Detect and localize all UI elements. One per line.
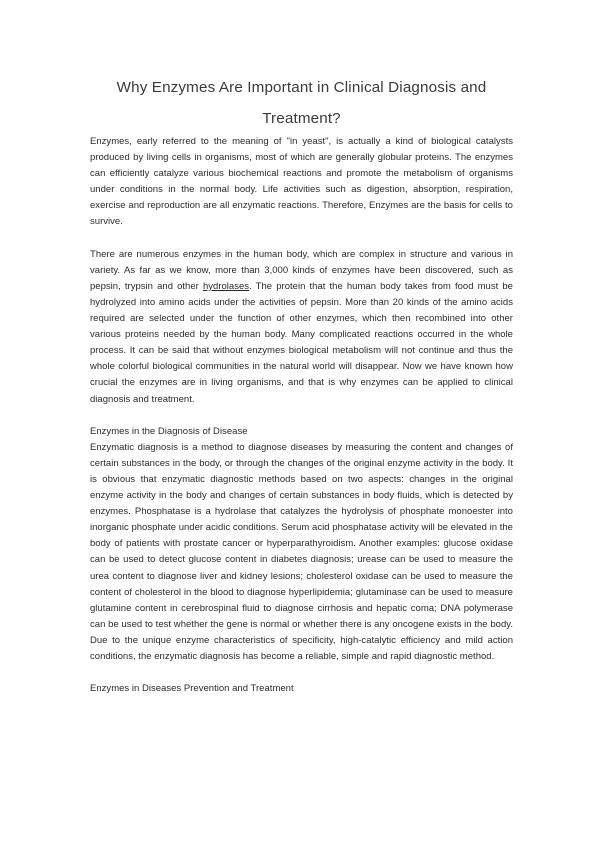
hydrolases-link[interactable]: hydrolases bbox=[202, 280, 250, 292]
page-title-line-2: Treatment? bbox=[262, 110, 341, 127]
paragraph-intro: Enzymes, early referred to the meaning of "in yeast", is actually a kind of biological catalysts produced by living cells in organisms, most of which are generally globular proteins. The enzymes can efficiently catalyze various biochemical reactions and promote the metabolism of organisms under conditions in the normal body. Life activities such as digestion, absorption, respiration, exercise and reproduction are all enzymatic reactions. Therefore, Enzymes are the basis for cells to survive. bbox=[90, 136, 513, 228]
page-title-line-1: Why Enzymes Are Important in Clinical Diagnosis and bbox=[116, 79, 487, 96]
section-heading-prevention: Enzymes in Diseases Prevention and Treatment bbox=[90, 683, 294, 695]
document-content bbox=[90, 0, 513, 697]
paragraph-text-after-link: . The protein that the human body takes from food must be hydrolyzed into amino acids under the activities of pepsin. More than 20 kinds of the amino acids required are selected under the function of other enzymes, which then recombined into other various proteins needed by the human body. Many complicated reactions occurred in the whole process. It can be said that without enzymes biological metabolism will not continue and thus the whole colorful biological communities in the natural world will disappear. Now we have known how crucial the enzymes are in living organisms, and that is why enzymes can be applied to clinical diagnosis and treatment. bbox=[90, 280, 513, 405]
paragraph-enzyme-varieties bbox=[90, 247, 513, 408]
paragraph-text-before-link: There are numerous enzymes in the human body, which are complex in structure and various in variety. As far as we know, more than 3,000 kinds of enzymes have been discovered, such as pepsin, trypsin and other bbox=[90, 248, 513, 292]
section-heading-diagnosis: Enzymes in the Diagnosis of Disease bbox=[90, 425, 248, 437]
page-title bbox=[90, 0, 513, 134]
paragraph-enzymatic-diagnosis: Enzymatic diagnosis is a method to diagnose diseases by measuring the content and changes of certain substances in the body, or through the changes of the original enzyme activity in the body. It is obvious that enzymatic diagnostic methods based on two aspects: changes in the original enzyme activity in the body and changes of certain substances in body fluids, which is detected by enzymes. Phosphatase is a hydrolase that catalyzes the hydrolysis of phosphate monoester into inorganic phosphate under acidic conditions. Serum acid phosphatase activity will be elevated in the body of patients with prostate cancer or hyperparathyroidism. Another examples: glucose oxidase can be used to detect glucose content in diabetes diagnosis; urease can be used to measure the urea content to diagnose liver and kidney lesions; cholesterol oxidase can be used to measure the content of cholesterol in the blood to diagnose hyperlipidemia; glutaminase can be used to measure glutamine content in cerebrospinal fluid to diagnose cirrhosis and hepatic coma; DNA polymerase can be used to test whether the gene is normal or whether there is any oncogene exists in the body. Due to the unique enzyme characteristics of specificity, high-catalytic efficiency and mild action conditions, the enzymatic diagnosis has become a reliable, simple and rapid diagnostic method. bbox=[90, 441, 513, 662]
